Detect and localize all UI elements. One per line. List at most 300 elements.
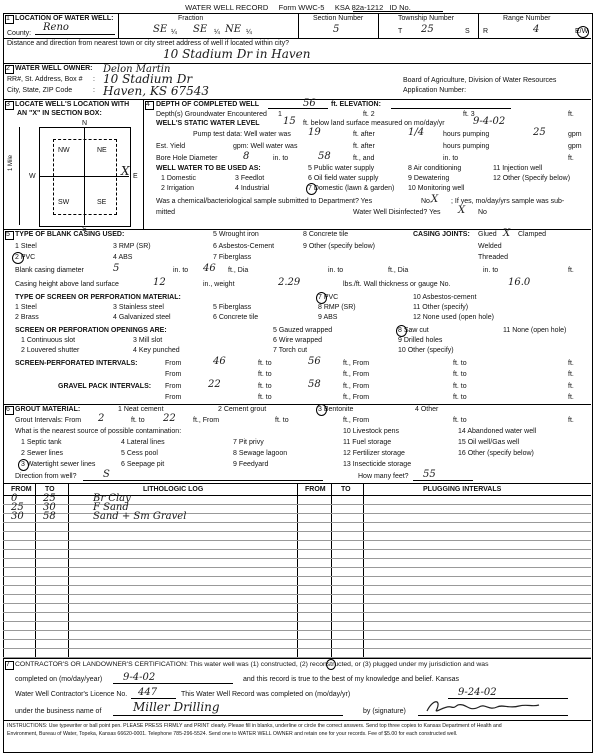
plug-to-header: TO <box>341 486 351 493</box>
log-row-from[interactable]: 0 <box>11 493 18 504</box>
est-yield-label: Est. Yield <box>156 143 186 150</box>
business-label: under the business name of <box>15 708 102 715</box>
contam-14[interactable]: 14 Abandoned water well <box>458 428 537 435</box>
log-row-line <box>3 567 591 568</box>
s1-bottom-line <box>3 63 591 64</box>
constructed-circle <box>326 659 336 670</box>
s5-bottom-line <box>3 404 591 405</box>
record-date-value[interactable]: 9-24-02 <box>458 687 497 698</box>
dia-in-to: in. to <box>173 267 189 274</box>
contam-3[interactable]: 3 Watertight sewer lines <box>21 461 96 468</box>
opening-3[interactable]: 3 Mill slot <box>133 337 163 344</box>
grout-from-value[interactable]: 2 <box>98 413 105 424</box>
opening-5[interactable]: 5 Gauzed wrapped <box>273 327 333 334</box>
completed-line <box>113 683 233 684</box>
casing-5[interactable]: 5 Wrought iron <box>213 231 259 238</box>
screen-9[interactable]: 9 ABS <box>318 314 338 321</box>
plugging-intervals-header: PLUGGING INTERVALS <box>423 486 502 493</box>
screen-2[interactable]: 2 Brass <box>15 314 39 321</box>
casing-2-circle <box>12 252 24 264</box>
contam-4[interactable]: 4 Lateral lines <box>121 439 165 446</box>
north-label: N <box>82 120 88 127</box>
direction-line <box>83 480 323 481</box>
bore-label: Bore Hole Diameter <box>156 155 218 162</box>
range-label: Range Number <box>503 15 551 22</box>
log-row-line <box>3 504 591 505</box>
gw-ft: ft. <box>568 111 574 118</box>
use-3[interactable]: 3 Feedlot <box>235 175 265 182</box>
log-row-to[interactable]: 25 <box>43 493 56 504</box>
completed-value[interactable]: 9-4-02 <box>123 672 156 683</box>
id-number-line <box>353 11 443 12</box>
casing-9[interactable]: 9 Other (specify below) <box>303 243 375 250</box>
bore-ft-and: ft., and <box>353 155 375 162</box>
gravel-ft-to: ft. to <box>258 383 272 390</box>
gw-3: ft. 3 <box>463 111 475 118</box>
screen-11[interactable]: 11 Other (specify) <box>413 304 469 311</box>
fraction-1-value[interactable]: SE <box>153 24 168 35</box>
gravel-intervals-label: GRAVEL PACK INTERVALS: <box>58 383 152 390</box>
casing-6[interactable]: 6 Asbestos-Cement <box>213 243 275 250</box>
contam-2[interactable]: 2 Sewer lines <box>21 450 64 457</box>
use-10[interactable]: 10 Monitoring well <box>408 185 465 192</box>
log-row-description[interactable]: Br Clay <box>93 493 131 504</box>
screen-3[interactable]: 3 Stainless steel <box>113 304 164 311</box>
city-colon: : <box>93 87 95 94</box>
s3-divider <box>143 99 144 229</box>
opening-8[interactable]: 8 Saw cut <box>398 327 429 334</box>
contam-8[interactable]: 8 Sewage lagoon <box>233 450 288 457</box>
use-7[interactable]: 7 Domestic (lawn & garden) <box>308 185 395 192</box>
grout-1[interactable]: 1 Neat cement <box>118 406 164 413</box>
feet-value[interactable]: 55 <box>423 469 436 480</box>
height-label: Casing height above land surface <box>15 281 119 288</box>
s1-divider-3 <box>378 13 379 38</box>
fraction-3-value[interactable]: NE <box>225 24 242 35</box>
use-12[interactable]: 12 Other (Specify below) <box>493 175 571 182</box>
signature-label: by (signature) <box>363 708 406 715</box>
direction-label: Direction from well? <box>15 473 77 480</box>
section-7-number: 7 <box>6 661 10 668</box>
owner-value[interactable]: Delon Martin <box>103 64 171 75</box>
log-row-line <box>3 522 591 523</box>
log-row-line <box>3 585 591 586</box>
grout-ft-from: ft., From <box>193 417 220 424</box>
section-4-number: 4 <box>146 101 150 108</box>
casing-7[interactable]: 7 Fiberglass <box>213 254 252 261</box>
application-number-label: Application Number: <box>403 87 467 94</box>
range-value[interactable]: 4 <box>533 24 540 35</box>
est-ft-after: ft. after <box>353 143 375 150</box>
casing-2[interactable]: 2 PVC <box>15 254 36 261</box>
opening-11[interactable]: 11 None (open hole) <box>503 327 567 334</box>
range-r: R <box>483 28 489 35</box>
fraction-2-value[interactable]: SE <box>193 24 208 35</box>
s1-row-line <box>3 38 591 39</box>
disinfected-no: No <box>478 209 487 216</box>
grout-3-circle <box>316 404 327 416</box>
gravel2-ft-to-2: ft. to <box>453 394 467 401</box>
business-value[interactable]: Miller Drilling <box>133 700 220 714</box>
depth-line <box>268 108 328 109</box>
township-s: S <box>465 28 470 35</box>
mile-bar <box>19 127 20 225</box>
board-label: Board of Agriculture, Division of Water Resources <box>403 77 557 84</box>
log-row-description[interactable]: Sand + Sm Gravel <box>93 511 187 522</box>
well-location-mark: X <box>121 164 130 178</box>
weight-label: in., weight <box>203 281 235 288</box>
log-row-line <box>3 639 591 640</box>
form-title: WATER WELL RECORD <box>185 3 269 12</box>
casing-8[interactable]: 8 Concrete tile <box>303 231 349 238</box>
log-col-5 <box>363 483 364 658</box>
screen-7-circle <box>316 292 327 304</box>
gravel2-ft-from: ft., From <box>343 394 370 401</box>
opening-9[interactable]: 9 Drilled holes <box>398 337 443 344</box>
log-col-3 <box>297 483 298 658</box>
screen-7[interactable]: 7 PVC <box>318 294 339 301</box>
opening-8-circle <box>396 325 407 337</box>
quarter-1: ¼ <box>171 29 177 36</box>
perf2-ft-to-2: ft. to <box>453 371 467 378</box>
log-to-header: TO <box>45 486 55 493</box>
log-row-description[interactable]: F Sand <box>93 502 129 513</box>
static-date-value[interactable]: 9-4-02 <box>473 116 506 127</box>
use-8[interactable]: 8 Air conditioning <box>408 165 462 172</box>
chem-sample-rest: ; If yes, mo/day/yrs sample was sub- <box>451 198 565 205</box>
log-row-line <box>3 540 591 541</box>
perf2-ft-to: ft. to <box>258 371 272 378</box>
perf-ft-end: ft. <box>568 360 574 367</box>
screen-5[interactable]: 5 Fiberglass <box>213 304 252 311</box>
locate-label: LOCATE WELL'S LOCATION WITH <box>15 101 130 108</box>
township-value[interactable]: 25 <box>421 24 434 35</box>
contam-7[interactable]: 7 Pit privy <box>233 439 264 446</box>
address-colon: : <box>93 76 95 83</box>
instructions-2: Environment, Bureau of Water, Topeka, Kansas 66620-0001. Telephone 785-296-5524. Send one to WATER WELL OWNER and retain one for your records. Fee of $5.00 for each constructed well. <box>7 731 458 737</box>
form-number: Form WWC-5 <box>278 3 325 12</box>
disinfected-label: Water Well Disinfected? Yes <box>353 209 441 216</box>
section-6-number: 6 <box>6 406 10 413</box>
log-row-line <box>3 531 591 532</box>
use-7-circle <box>306 183 317 195</box>
instructions-1: INSTRUCTIONS: Use typewriter or ball point pen. PLEASE PRESS FIRMLY and PRINT clearly. Please fill in blanks, underline or circle the correct answers. Send top three copies to Kansas Department of Health and <box>7 723 502 729</box>
contam-6[interactable]: 6 Seepage pit <box>121 461 165 468</box>
owner-label: WATER WELL OWNER: <box>15 65 93 72</box>
business-line <box>113 715 343 716</box>
section-number-value[interactable]: 5 <box>333 24 340 35</box>
signature-line <box>418 715 568 716</box>
gravel-ft-from: ft., From <box>343 383 370 390</box>
casing-label: TYPE OF BLANK CASING USED: <box>15 231 125 238</box>
perf-ft-from: ft., From <box>343 360 370 367</box>
dia-ft-end: ft. <box>568 267 574 274</box>
dia-in-to-2: in. to <box>328 267 344 274</box>
perf-intervals-label: SCREEN-PERFORATED INTERVALS: <box>15 360 138 367</box>
form-header <box>3 3 593 12</box>
gauge-value[interactable]: 16.0 <box>508 277 531 288</box>
casing-3[interactable]: 3 RMP (SR) <box>113 243 151 250</box>
grout-ft-to: ft. to <box>131 417 145 424</box>
use-5[interactable]: 5 Public water supply <box>308 165 375 172</box>
quarter-2: ¼ <box>214 29 220 36</box>
static-below-label: ft. below land surface measured on mo/day/yr <box>303 120 445 127</box>
depth-value[interactable]: 56 <box>303 98 316 109</box>
fraction-label: Fraction <box>178 15 204 22</box>
disinfected-mark[interactable]: X <box>458 205 466 216</box>
est-hours-label: hours pumping <box>443 143 490 150</box>
location-label: LOCATION OF WATER WELL: <box>15 15 114 22</box>
feet-line <box>413 480 473 481</box>
gravel-from-label: From <box>165 383 182 390</box>
opening-10[interactable]: 10 Other (specify) <box>398 347 454 354</box>
s1-divider-2 <box>298 13 299 38</box>
perf2-ft-from: ft., From <box>343 371 370 378</box>
contam-5[interactable]: 5 Cess pool <box>121 450 158 457</box>
bore-in-to: in. to <box>273 155 289 162</box>
bore-in-to-2: in. to <box>443 155 459 162</box>
weight-value[interactable]: 2.29 <box>278 277 301 288</box>
dia-to-value[interactable]: 46 <box>203 263 216 274</box>
log-row-line <box>3 612 591 613</box>
screen-10[interactable]: 10 Asbestos-cement <box>413 294 477 301</box>
chem-sample-label: Was a chemical/bacteriological sample submitted to Department? Yes <box>156 198 373 205</box>
log-row-line <box>3 576 591 577</box>
opening-2[interactable]: 2 Louvered shutter <box>21 347 80 354</box>
record-completed-label: This Water Well Record was completed on (mo/day/yr) <box>181 691 351 698</box>
chem-no-label: No. <box>421 198 432 205</box>
contam-16[interactable]: 16 Other (specify below) <box>458 450 534 457</box>
city-label: City, State, ZIP Code <box>7 87 73 94</box>
gravel2-from-label: From <box>165 394 182 401</box>
se-label: SE <box>97 199 107 206</box>
log-row-line <box>3 549 591 550</box>
log-row-line <box>3 603 591 604</box>
casing-joints-label: CASING JOINTS: <box>413 231 470 238</box>
use-label: WELL WATER TO BE USED AS: <box>156 165 261 172</box>
township-t: T <box>398 28 403 35</box>
opening-6[interactable]: 6 Wire wrapped <box>273 337 323 344</box>
gw-1: 1 <box>278 111 282 118</box>
contam-13[interactable]: 13 Insecticide storage <box>343 461 412 468</box>
screen-material-label: TYPE OF SCREEN OR PERFORATION MATERIAL: <box>15 294 181 301</box>
perf-ft-to-2: ft. to <box>453 360 467 367</box>
log-row-to[interactable]: 30 <box>43 502 56 513</box>
perf-from-value[interactable]: 46 <box>213 356 226 367</box>
west-label: W <box>29 173 36 180</box>
license-value[interactable]: 447 <box>138 687 158 698</box>
screen-6[interactable]: 6 Concrete tile <box>213 314 259 321</box>
opening-1[interactable]: 1 Continuous slot <box>21 337 76 344</box>
grout-ft-end: ft. <box>568 417 574 424</box>
log-row-line <box>3 621 591 622</box>
grout-ft-from-2: ft., From <box>343 417 370 424</box>
log-col-1 <box>35 483 36 658</box>
address-label: RR#, St. Address, Box # <box>7 76 83 83</box>
grout-4[interactable]: 4 Other <box>415 406 439 413</box>
county-label: County: <box>7 30 32 37</box>
grout-3[interactable]: 3 Bentonite <box>318 406 354 413</box>
threaded-label: Threaded <box>478 254 508 261</box>
log-row-from[interactable]: 25 <box>11 502 24 513</box>
groundwater-label: Depth(s) Groundwater Encountered <box>156 111 267 118</box>
instructions-line <box>3 720 591 721</box>
est-gpm-label: gpm <box>568 143 582 150</box>
direction-value[interactable]: S <box>103 469 110 480</box>
contam-11[interactable]: 11 Fuel storage <box>343 439 392 446</box>
welded-label: Welded <box>478 243 502 250</box>
depth-label: DEPTH OF COMPLETED WELL <box>156 101 260 108</box>
log-row-line <box>3 648 591 649</box>
s7-top-line <box>3 658 591 659</box>
water-well-record-form <box>3 3 593 751</box>
gravel2-ft-end: ft. <box>568 394 574 401</box>
log-from-header: FROM <box>11 486 32 493</box>
log-col-4 <box>331 483 332 658</box>
casing-4[interactable]: 4 ABS <box>113 254 133 261</box>
perf2-from-label: From <box>165 371 182 378</box>
log-row-from[interactable]: 30 <box>11 511 24 522</box>
range-ew: E/W <box>575 28 589 35</box>
contam-1[interactable]: 1 Septic tank <box>21 439 62 446</box>
perf-from-label: From <box>165 360 182 367</box>
log-row-line <box>3 513 591 514</box>
height-value[interactable]: 12 <box>153 277 166 288</box>
distance-value[interactable]: 10 Stadium Dr in Haven <box>163 47 311 61</box>
certification-text-2: and this record is true to the best of my knowledge and belief. Kansas <box>243 676 459 683</box>
dia-value[interactable]: 5 <box>113 263 120 274</box>
glued-label: Glued <box>478 231 497 238</box>
east-label: E <box>133 173 138 180</box>
perf-ft-to: ft. to <box>258 360 272 367</box>
section-1-number: 1 <box>6 15 10 22</box>
grout-intervals-label: Grout Intervals: From <box>15 417 82 424</box>
grout-to-value[interactable]: 22 <box>163 413 176 424</box>
dia-ft-dia-2: ft., Dia <box>388 267 409 274</box>
gravel-to-value[interactable]: 58 <box>308 379 321 390</box>
pump-test-label: Pump test data: Well water was <box>193 131 291 138</box>
grout-ft-to-2: ft. to <box>275 417 289 424</box>
ne-label: NE <box>97 147 107 154</box>
gravel-from-value[interactable]: 22 <box>208 379 221 390</box>
section-2-number: 2 <box>6 65 10 72</box>
log-col-2 <box>68 483 69 658</box>
contam-10[interactable]: 10 Livestock pens <box>343 428 400 435</box>
township-label: Township Number <box>398 15 455 22</box>
quarter-3: ¼ <box>246 29 252 36</box>
perf2-ft-end: ft. <box>568 371 574 378</box>
grout-2[interactable]: 2 Cement grout <box>218 406 267 413</box>
pump-hours-value[interactable]: 1/4 <box>408 127 425 138</box>
certification-text: CONTRACTOR'S OR LANDOWNER'S CERTIFICATION: This water well was (1) constructed, (2) reconstructed, or (3) plugged under my jurisdiction and was <box>15 661 489 668</box>
log-row-to[interactable]: 58 <box>43 511 56 522</box>
completed-label: completed on (mo/day/year) <box>15 676 103 683</box>
address-value[interactable]: 10 Stadium Dr <box>103 72 193 86</box>
contam-15[interactable]: 15 Oil well/Gas well <box>458 439 520 446</box>
plug-from-header: FROM <box>305 486 326 493</box>
section-number-label: Section Number <box>313 15 364 22</box>
perf-to-value[interactable]: 56 <box>308 356 321 367</box>
section-3-number: 3 <box>6 101 10 108</box>
casing-1[interactable]: 1 Steel <box>15 243 37 250</box>
gravel2-ft-to: ft. to <box>258 394 272 401</box>
screen-4[interactable]: 4 Galvanized steel <box>113 314 171 321</box>
opening-7[interactable]: 7 Torch cut <box>273 347 308 354</box>
county-value[interactable]: Reno <box>43 22 69 33</box>
license-line <box>131 698 176 699</box>
pump-water-value[interactable]: 19 <box>308 127 321 138</box>
use-6[interactable]: 6 Oil field water supply <box>308 175 379 182</box>
sw-label: SW <box>58 199 70 206</box>
dia-in-to-3: in. to <box>483 267 499 274</box>
screen-1[interactable]: 1 Steel <box>15 304 37 311</box>
nw-label: NW <box>58 147 70 154</box>
use-9[interactable]: 9 Dewatering <box>408 175 450 182</box>
range-e-circle <box>577 26 589 38</box>
s1-divider-4 <box>478 13 479 38</box>
lbs-label: lbs./ft. Wall thickness or gauge No. <box>343 281 451 288</box>
log-row-line <box>3 558 591 559</box>
pump-gpm-value[interactable]: 25 <box>533 127 546 138</box>
static-level-value[interactable]: 15 <box>283 116 296 127</box>
dia-ft-dia: ft., Dia <box>228 267 249 274</box>
log-row-line <box>3 594 591 595</box>
openings-label: SCREEN OR PERFORATION OPENINGS ARE: <box>15 327 167 334</box>
signature-image <box>423 697 543 717</box>
contamination-label: What is the nearest source of possible contamination: <box>15 428 182 435</box>
city-value[interactable]: Haven, KS 67543 <box>103 84 210 98</box>
how-many-feet-label: How many feet? <box>358 473 409 480</box>
contam-12[interactable]: 12 Fertilizer storage <box>343 450 405 457</box>
est-water-label: gpm: Well water was <box>233 143 298 150</box>
lithologic-log-header: LITHOLOGIC LOG <box>143 486 204 493</box>
use-1[interactable]: 1 Domestic <box>161 175 197 182</box>
id-number-label: ID No. <box>389 3 411 12</box>
elevation-line <box>391 108 511 109</box>
contam-9[interactable]: 9 Feedyard <box>233 461 269 468</box>
pump-ft-after: ft. after <box>353 131 375 138</box>
bore-to-value[interactable]: 58 <box>318 151 331 162</box>
grout-label: GROUT MATERIAL: <box>15 406 81 413</box>
screen-12[interactable]: 12 None used (open hole) <box>413 314 494 321</box>
opening-4[interactable]: 4 Key punched <box>133 347 180 354</box>
mile-label: 1 Mile <box>8 154 14 171</box>
gw-2: ft. 2 <box>363 111 375 118</box>
south-label: S <box>82 226 87 233</box>
log-row-line <box>3 630 591 631</box>
use-2[interactable]: 2 Irrigation <box>161 185 195 192</box>
hours-pumping-label: hours pumping <box>443 131 490 138</box>
distance-label: Distance and direction from nearest town or city street address of well if located within city? <box>7 40 290 47</box>
clamped-label: Clamped <box>518 231 547 238</box>
gpm-label: gpm <box>568 131 582 138</box>
screen-8[interactable]: 8 RMP (SR) <box>318 304 356 311</box>
ksa-number: KSA 82a-1212 <box>334 3 384 12</box>
gravel-ft-end: ft. <box>568 383 574 390</box>
license-label: Water Well Contractor's Licence No. <box>15 691 128 698</box>
locate-label-2: AN "X" IN SECTION BOX: <box>17 110 102 117</box>
bore-value[interactable]: 8 <box>243 151 250 162</box>
use-4[interactable]: 4 Industrial <box>235 185 270 192</box>
mitted-label: mitted <box>156 209 176 216</box>
chem-no-mark[interactable]: X <box>431 194 439 205</box>
static-level-label: WELL'S STATIC WATER LEVEL <box>156 120 260 127</box>
use-11[interactable]: 11 Injection well <box>493 165 543 172</box>
section-5-number: 5 <box>6 231 10 238</box>
bore-ft: ft. <box>568 155 574 162</box>
grout-ft-to-3: ft. to <box>453 417 467 424</box>
glued-mark[interactable]: X <box>503 228 511 239</box>
